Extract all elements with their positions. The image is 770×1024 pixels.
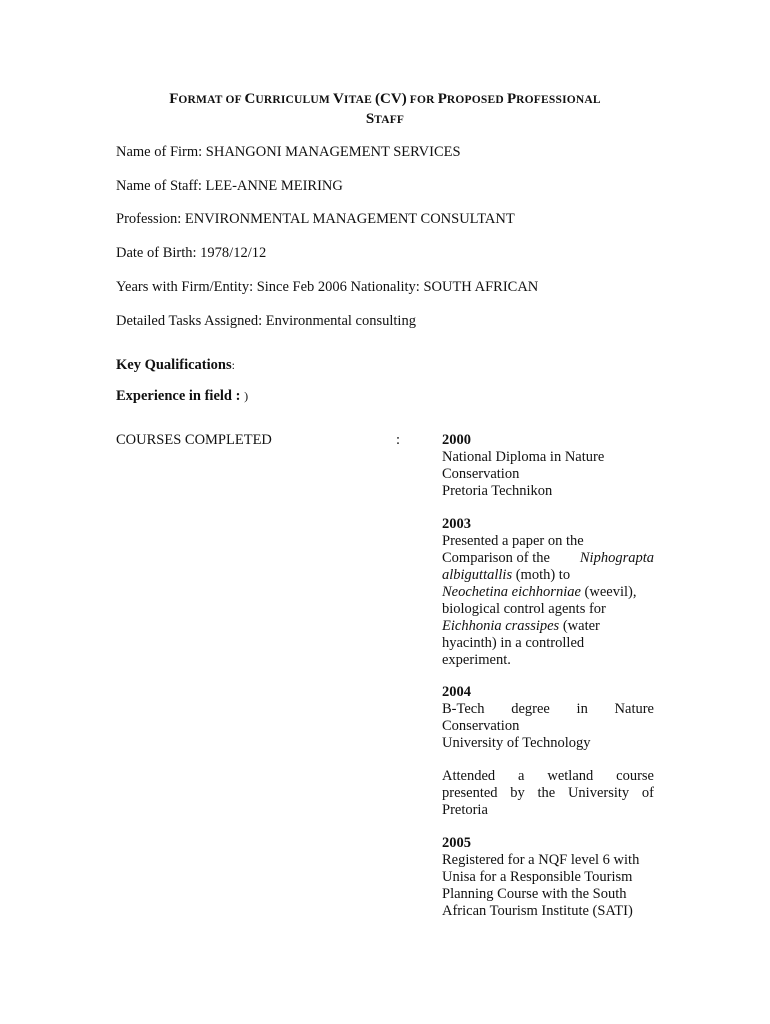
course-entry-2004 xyxy=(442,684,654,752)
course-line: Conservation xyxy=(442,718,520,734)
course-year: 2000 xyxy=(442,432,471,448)
firm-name: Name of Firm: SHANGONI MANAGEMENT SERVICES xyxy=(116,144,461,160)
course-line: Registered for a NQF level 6 with xyxy=(442,852,640,868)
course-entry-2003 xyxy=(442,516,654,669)
course-line: Planning Course with the South xyxy=(442,886,627,902)
species-name: Eichhonia crassipes xyxy=(442,618,560,634)
title-line-1: FORMAT OF CURRICULUM VITAE (CV) FOR PROPOSED PROFESSIONAL xyxy=(169,91,601,107)
years-with-firm: Years with Firm/Entity: Since Feb 2006 Nationality: SOUTH AFRICAN xyxy=(116,279,539,295)
course-line: Eichhonia crassipes (water xyxy=(442,618,600,634)
staff-name: Name of Staff: LEE-ANNE MEIRING xyxy=(116,178,343,194)
key-qualifications-heading: Key Qualifications: xyxy=(116,357,235,373)
course-line: Neochetina eichhorniae (weevil), xyxy=(442,584,637,600)
species-name: Neochetina eichhorniae xyxy=(442,584,581,600)
experience-heading: Experience in field : ) xyxy=(116,388,249,404)
course-line: University of Technology xyxy=(442,735,591,751)
course-line: biological control agents for xyxy=(442,601,606,617)
title-line-2: STAFF xyxy=(365,111,405,127)
date-of-birth: Date of Birth: 1978/12/12 xyxy=(116,245,267,261)
course-year: 2004 xyxy=(442,684,471,700)
course-line: Comparison of the Niphograpta xyxy=(442,550,654,566)
species-name: Niphograpta xyxy=(579,550,654,566)
course-line: hyacinth) in a controlled xyxy=(442,635,585,651)
course-line: B-Tech degree in Nature xyxy=(442,701,654,717)
course-year: 2005 xyxy=(442,835,471,851)
species-name: albiguttallis xyxy=(442,567,513,583)
course-line: Conservation xyxy=(442,466,520,482)
profession: Profession: ENVIRONMENTAL MANAGEMENT CONSULTANT xyxy=(116,211,515,227)
course-line: African Tourism Institute (SATI) xyxy=(442,903,633,919)
wetland-course: Attended a wetland course presented by the University of Pretoria xyxy=(442,768,654,818)
detailed-tasks: Detailed Tasks Assigned: Environmental consulting xyxy=(116,313,416,329)
document-title xyxy=(110,90,660,130)
course-line: albiguttallis (moth) to xyxy=(442,567,571,583)
course-entry-2005 xyxy=(442,835,654,920)
course-line: experiment. xyxy=(442,652,511,668)
course-line: National Diploma in Nature xyxy=(442,449,605,465)
course-line: Pretoria Technikon xyxy=(442,483,553,499)
course-entry-2000 xyxy=(442,432,654,500)
courses-colon: : xyxy=(396,432,401,448)
courses-completed-label: COURSES COMPLETED xyxy=(116,432,272,448)
course-year: 2003 xyxy=(442,516,471,532)
course-line: Presented a paper on the xyxy=(442,533,584,549)
course-line: Unisa for a Responsible Tourism xyxy=(442,869,633,885)
